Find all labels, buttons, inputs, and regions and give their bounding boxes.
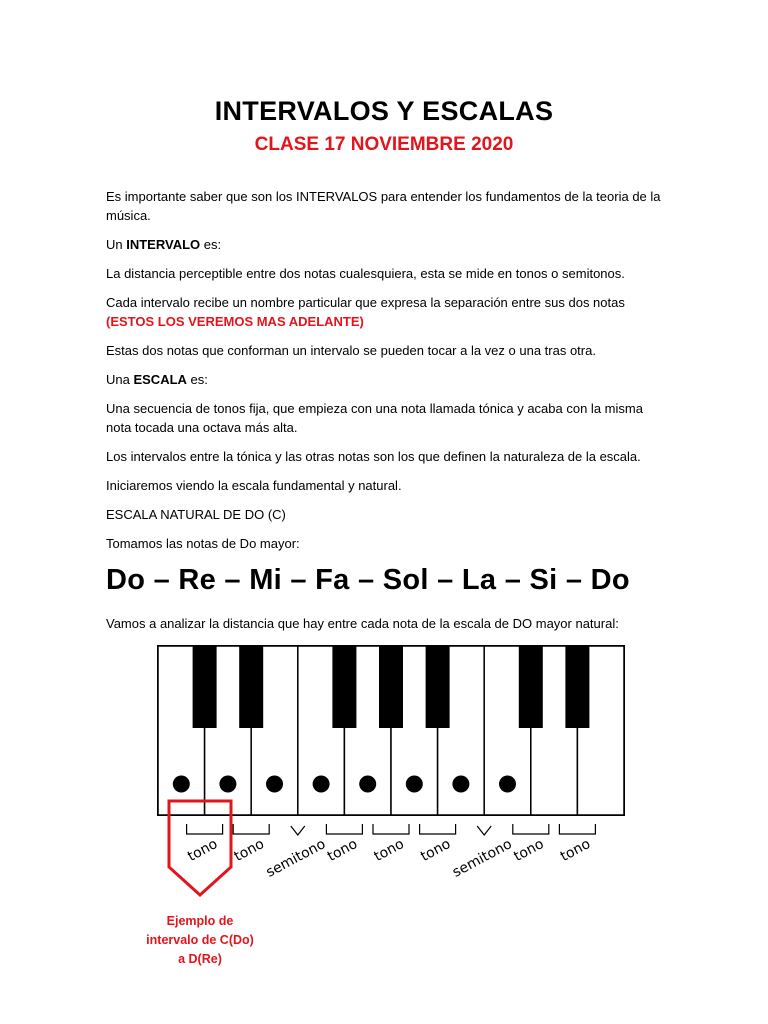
interval-example-callout [130,912,270,969]
interval-label: tono [185,836,221,865]
semitone-bracket [477,826,491,835]
interval-label: tono [418,836,454,865]
piano-keys [158,646,624,815]
paragraph-intro: Es importante saber que son los INTERVALOS para entender los fundamentos de la teoria de la música. [106,189,661,223]
text-prefix: Un [106,237,127,252]
note-dot [499,776,516,793]
interval-brackets [187,824,596,835]
paragraph-escala-natural: ESCALA NATURAL DE DO (C) [106,507,286,522]
paragraph-intervals-nature: Los intervalos entre la tónica y las otras notas son los que definen la naturaleza de la escala. [106,449,641,464]
page-subtitle: CLASE 17 NOVIEMBRE 2020 [254,134,514,155]
interval-label: tono [231,836,267,865]
scale-notes-line: Do – Re – Mi – Fa – Sol – La – Si – Do [106,564,630,596]
paragraph-intervalo-definition: La distancia perceptible entre dos notas cualesquiera, esta se mide en tonos o semitonos. [106,266,625,281]
interval-label: tono [371,836,407,865]
note-dot [359,776,376,793]
text-plain: Cada intervalo recibe un nombre particular que expresa la separación entre sus dos notas [106,295,625,310]
paragraph-start: Iniciaremos viendo la escala fundamental y natural. [106,478,402,493]
callout-line-1: Ejemplo de [166,914,234,928]
black-key [565,646,589,728]
tone-bracket [559,824,595,834]
note-dot [266,776,283,793]
text-bold-intervalo: INTERVALO [126,237,201,252]
note-dot [173,776,190,793]
tone-bracket [373,824,409,834]
black-key [193,646,217,728]
paragraph-two-notes: Estas dos notas que conforman un intervalo se pueden tocar a la vez o una tras otra. [106,343,596,358]
text-bold-escala: ESCALA [133,372,187,387]
tone-bracket [187,824,223,834]
text-suffix: es: [186,372,208,387]
note-dot [406,776,423,793]
paragraph-escala-definition: Una secuencia de tonos fija, que empieza con una nota llamada tónica y acaba con la misma nota tocada una octava más alta. [106,401,643,435]
black-key [519,646,543,728]
note-dot [452,776,469,793]
tone-bracket [513,824,549,834]
black-key [426,646,450,728]
paragraph-analysis: Vamos a analizar la distancia que hay entre cada nota de la escala de DO mayor natural: [106,616,619,631]
text-prefix: Una [106,372,134,387]
interval-label: tono [511,836,547,865]
black-key [332,646,356,728]
interval-labels [185,836,593,881]
callout-line-2: intervalo de C(Do) [146,933,254,947]
text-red-note: (ESTOS LOS VEREMOS MAS ADELANTE) [106,314,364,329]
interval-label: tono [557,836,594,865]
tone-bracket [326,824,362,834]
text-suffix: es: [200,237,222,252]
tone-bracket [420,824,456,834]
interval-label: tono [324,836,361,865]
page-title: INTERVALOS Y ESCALAS [214,96,554,126]
interval-label: semitono [263,836,329,881]
note-dot [313,776,330,793]
note-dot [219,776,236,793]
black-key [239,646,263,728]
tone-bracket [233,824,269,834]
semitone-bracket [291,826,305,835]
interval-label: semitono [449,836,515,881]
callout-line-3: a D(Re) [178,952,222,966]
black-key [379,646,403,728]
paragraph-notas-do-mayor: Tomamos las notas de Do mayor: [106,536,300,551]
